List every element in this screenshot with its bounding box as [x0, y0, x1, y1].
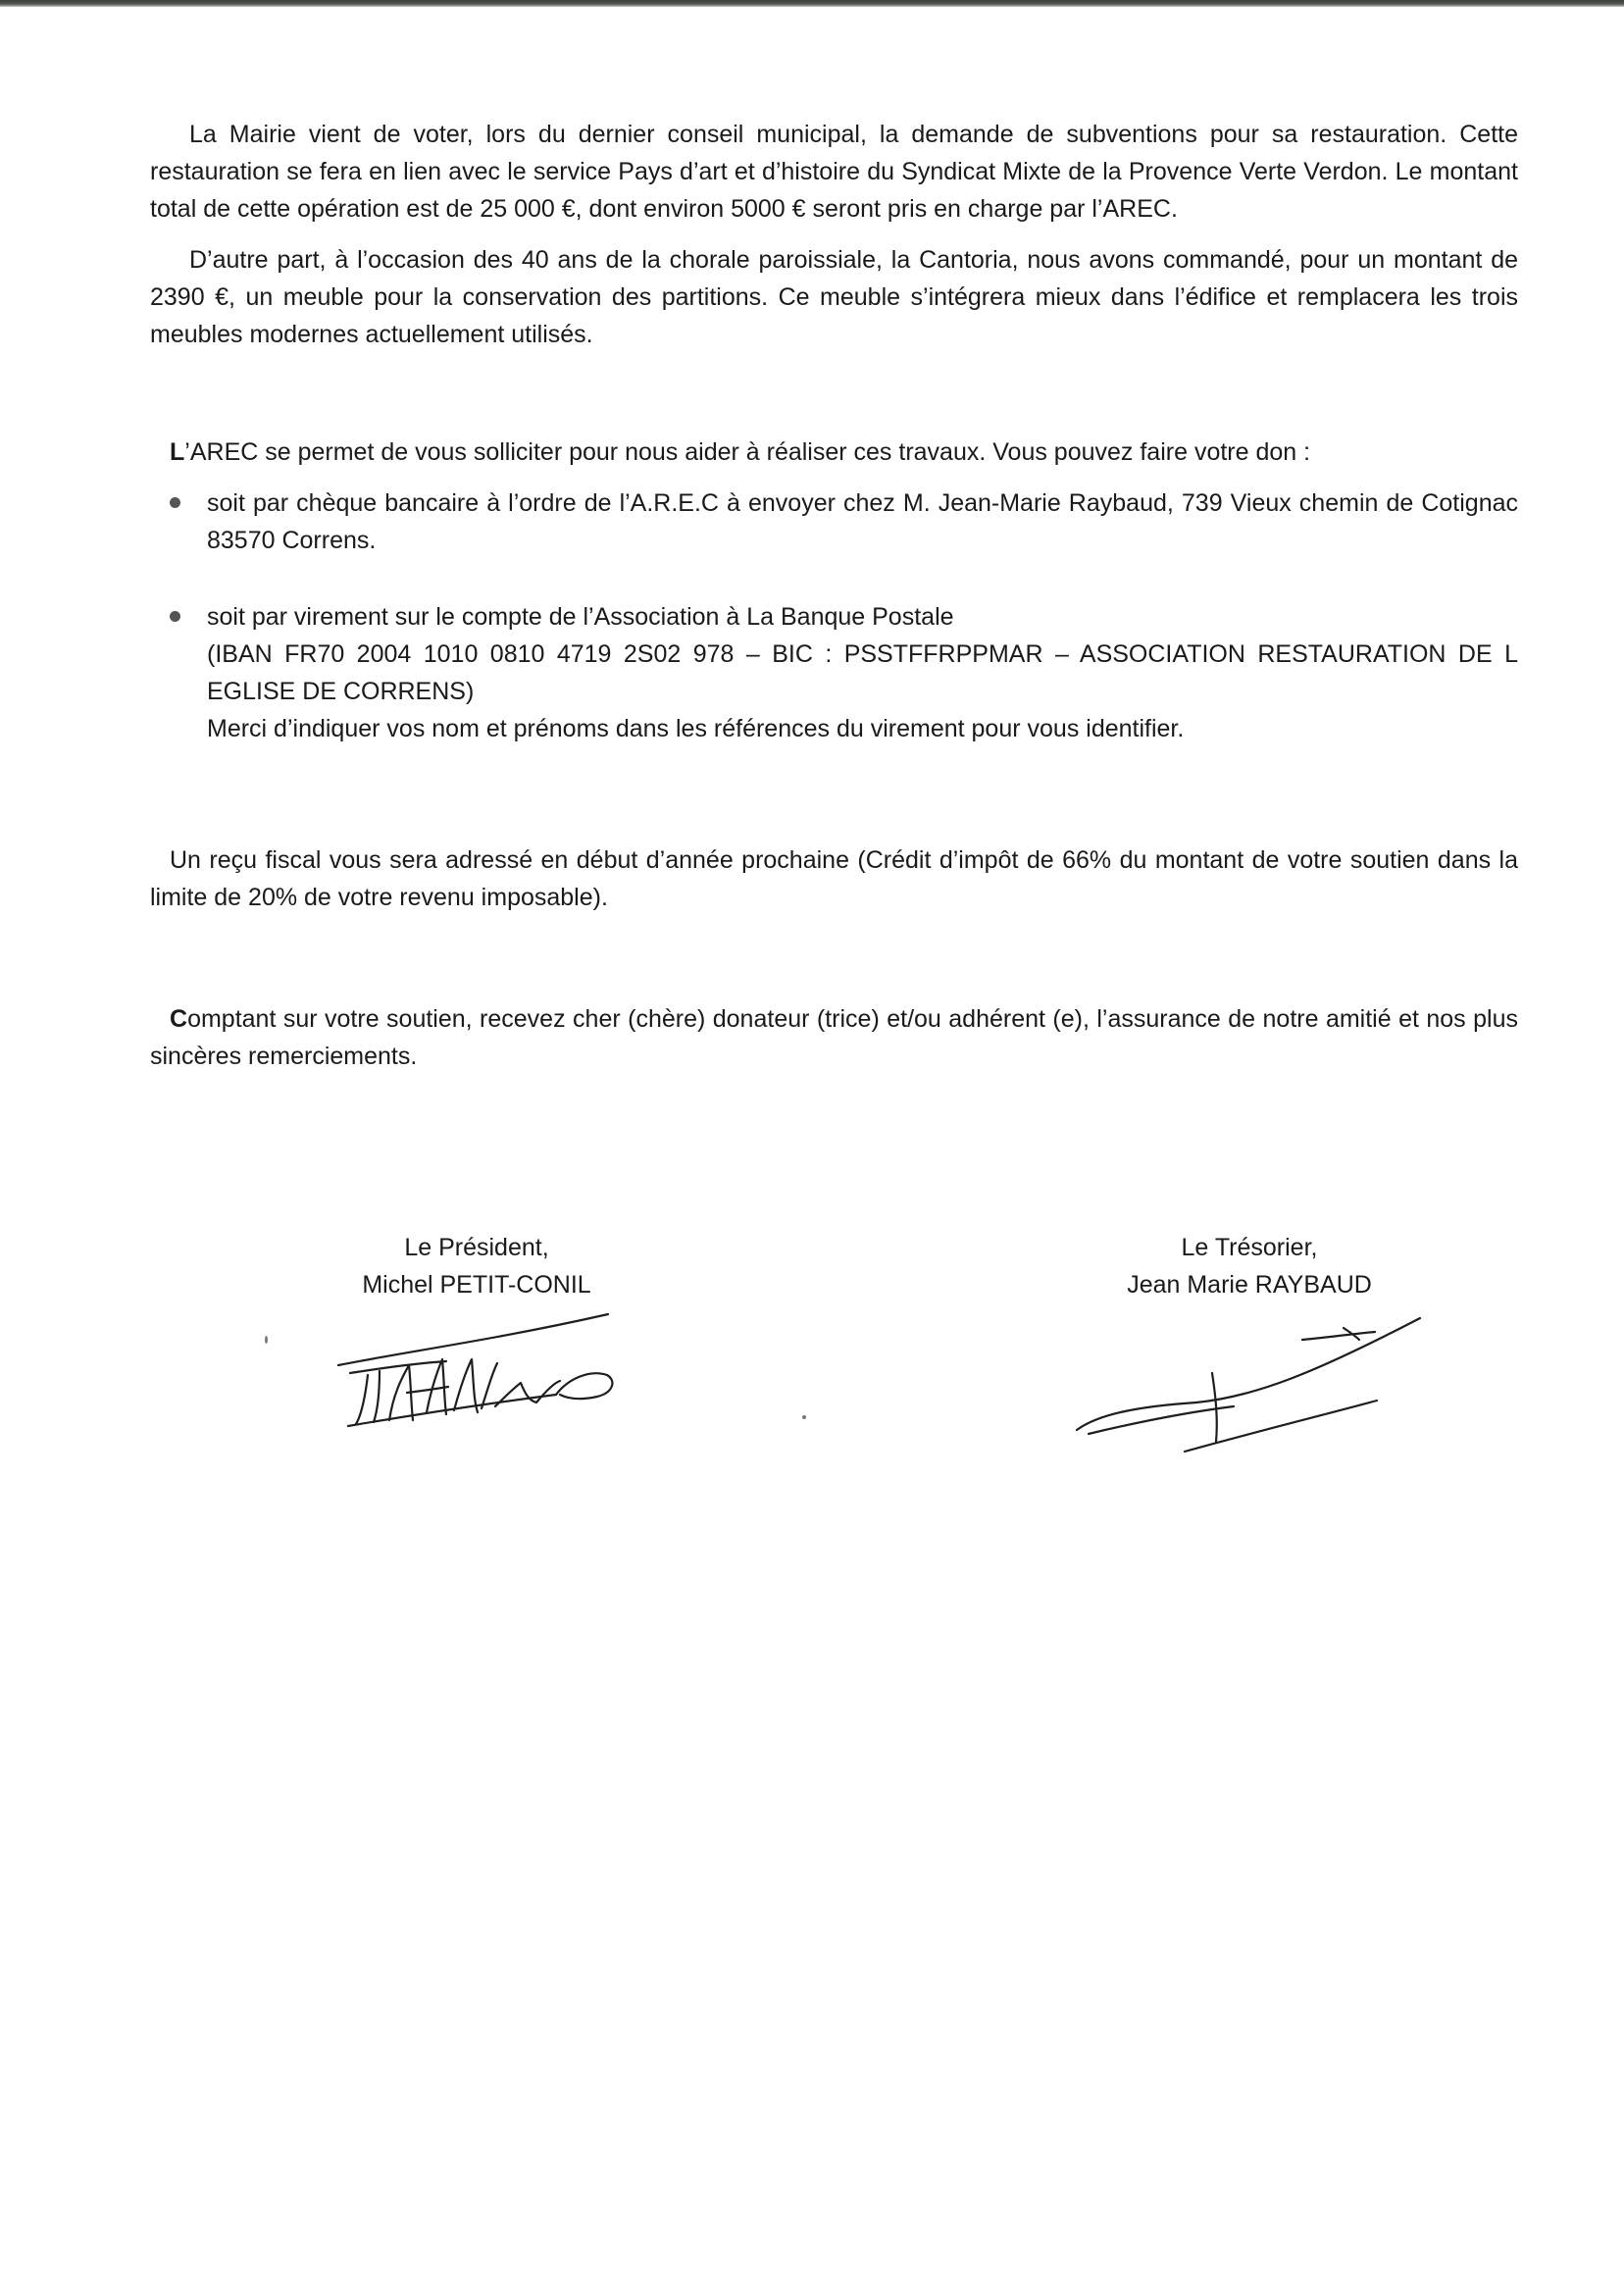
- president-title: Le Président,: [404, 1234, 549, 1261]
- president-signature-icon: [329, 1304, 618, 1432]
- scan-top-edge: [0, 0, 1624, 7]
- scan-speck: [802, 1415, 806, 1419]
- donation-methods-list: [150, 484, 1518, 747]
- virement-line-1: soit par virement sur le compte de l’Association à La Banque Postale: [207, 603, 954, 631]
- signature-block-president: [271, 1229, 683, 1303]
- closing-text: omptant sur votre soutien, recevez cher (chère) donateur (trice) et/ou adhérent (e), l’assurance de notre amitié et nos plus sincères remerciements.: [150, 1005, 1518, 1070]
- solicitation-initial: L: [170, 438, 185, 466]
- tresorier-title: Le Trésorier,: [1181, 1234, 1318, 1261]
- donation-method-virement: [150, 598, 1518, 747]
- solicitation-text: ’AREC se permet de vous solliciter pour nous aider à réaliser ces travaux. Vous pouvez faire votre don :: [184, 438, 1311, 466]
- tresorier-name: Jean Marie RAYBAUD: [1127, 1271, 1372, 1299]
- paragraph-closing: [150, 1000, 1518, 1075]
- scan-speck: [265, 1336, 268, 1344]
- signature-block-tresorier: [1043, 1229, 1455, 1303]
- letter-body: [150, 116, 1518, 1075]
- president-name: Michel PETIT-CONIL: [362, 1271, 591, 1299]
- virement-instructions: Merci d’indiquer vos nom et prénoms dans les références du virement pour vous identifier.: [207, 715, 1185, 742]
- bullet-icon: [170, 497, 180, 508]
- closing-initial: C: [170, 1005, 188, 1033]
- paragraph-mairie: La Mairie vient de voter, lors du dernier conseil municipal, la demande de subventions pour sa restauration. Cette restauration se fera en lien avec le service Pays d’art et d’histoire du Syndicat Mixte de la Provence Verte Verdon. Le montant total de cette opération est de 25 000 €, dont environ 5000 € seront pris en charge par l’AREC.: [150, 121, 1518, 223]
- bullet-icon: [170, 611, 180, 622]
- tresorier-signature-icon: [1069, 1304, 1432, 1456]
- cheque-text: soit par chèque bancaire à l’ordre de l’A.R.E.C à envoyer chez M. Jean-Marie Raybaud, 739 Vieux chemin de Cotignac 83570 Correns.: [207, 489, 1518, 554]
- virement-bank-details: (IBAN FR70 2004 1010 0810 4719 2S02 978 – BIC : PSSTFFRPPMAR – ASSOCIATION RESTAURATION DE L EGLISE DE CORRENS): [207, 640, 1518, 705]
- paragraph-chorale: D’autre part, à l’occasion des 40 ans de la chorale paroissiale, la Cantoria, nous avons commandé, pour un montant de 2390 €, un meuble pour la conservation des partitions. Ce meuble s’intégrera mieux dans l’édifice et remplacera les trois meubles modernes actuellement utilisés.: [150, 246, 1518, 348]
- paragraph-recu-fiscal: Un reçu fiscal vous sera adressé en début d’année prochaine (Crédit d’impôt de 66% du montant de votre soutien dans la limite de 20% de votre revenu imposable).: [150, 846, 1518, 911]
- donation-method-cheque: [150, 484, 1518, 559]
- paragraph-solicitation: [150, 433, 1518, 471]
